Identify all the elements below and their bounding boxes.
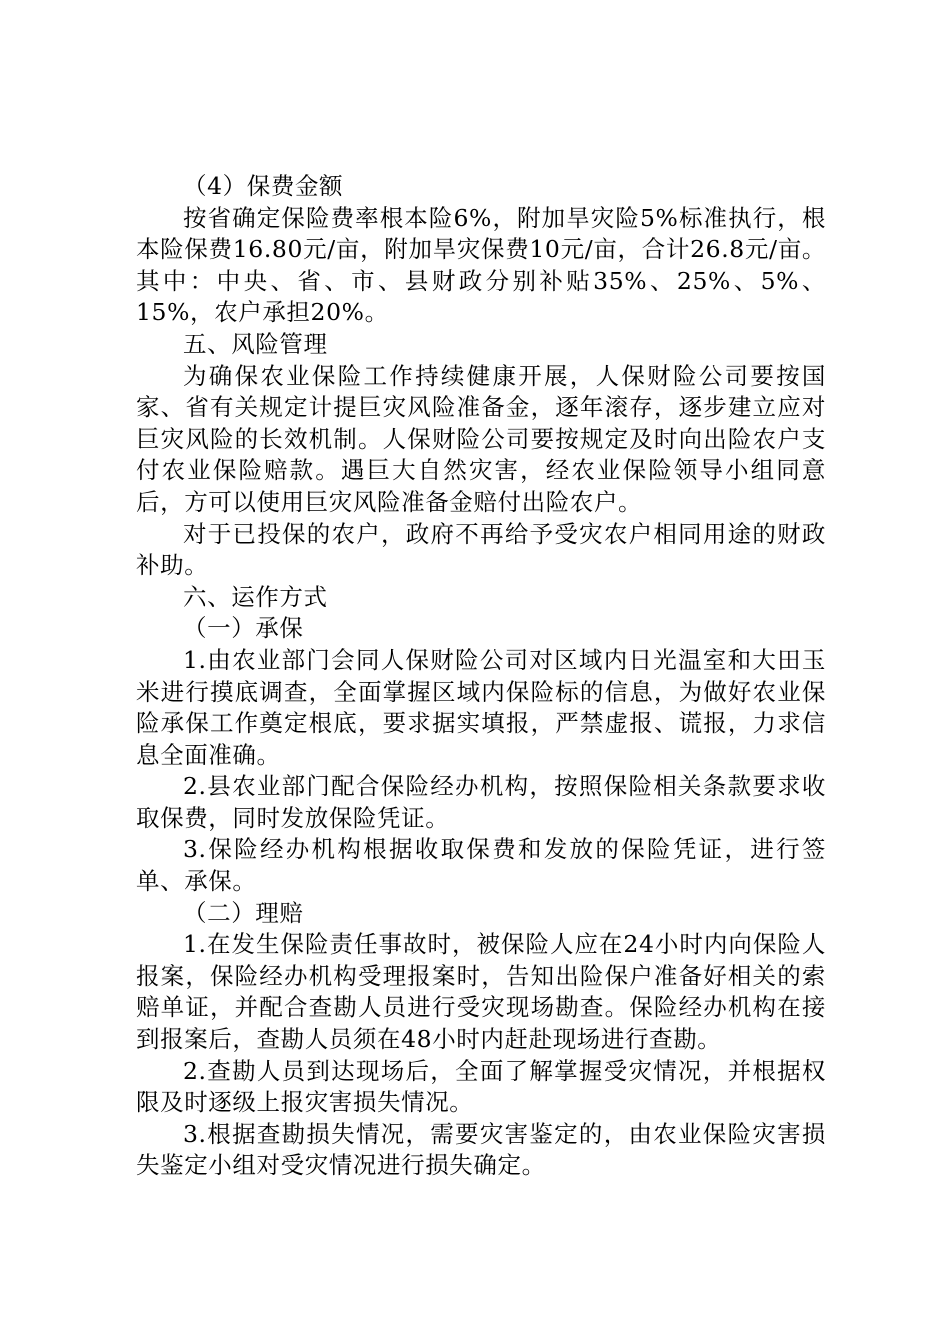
paragraph-underwriting-item-1: 1.由农业部门会同人保财险公司对区域内日光温室和大田玉米进行摸底调查，全面掌握区域内保险标的信息，为做好农业保险承保工作奠定根底，要求据实填报，严禁虚报、谎报，力求信息全面准确。 bbox=[136, 645, 826, 769]
paragraph-underwriting-item-3: 3.保险经办机构根据收取保费和发放的保险凭证，进行签单、承保。 bbox=[136, 835, 826, 896]
document-body bbox=[136, 171, 826, 1182]
section-heading-risk-management: 五、风险管理 bbox=[183, 329, 328, 358]
paragraph-claims-item-1: 1.在发生保险责任事故时，被保险人应在24小时内向保险人报案，保险经办机构受理报案时，告知出险保户准备好相关的索赔单证，并配合查勘人员进行受灾现场勘查。保险经办机构在接到报案后，查勘人员须在48小时内赶赴现场进行查勘。 bbox=[136, 930, 826, 1054]
paragraph-underwriting-item-2: 2.县农业部门配合保险经办机构，按照保险相关条款要求收取保费，同时发放保险凭证。 bbox=[136, 772, 826, 832]
paragraph-premium-rate: 按省确定保险费率根本险6%，附加旱灾险5%标准执行，根本险保费16.80元/亩，附加旱灾保费10元/亩，合计26.8元/亩。其中：中央、省、市、县财政分别补贴35%、25%、5%、15%，农户承担20%。 bbox=[136, 203, 826, 327]
section-heading-premium-amount: （4）保费金额 bbox=[183, 172, 344, 200]
paragraph-claims-item-2: 2.查勘人员到达现场后，全面了解掌握受灾情况，并根据权限及时逐级上报灾害损失情况。 bbox=[136, 1056, 826, 1117]
paragraph-catastrophe-reserve: 为确保农业保险工作持续健康开展，人保财险公司要按国家、省有关规定计提巨灾风险准备金，逐年滚存，逐步建立应对巨灾风险的长效机制。人保财险公司要按规定及时向出险农户支付农业保险赔款。遇巨大自然灾害，经农业保险领导小组同意后，方可以使用巨灾风险准备金赔付出险农户。 bbox=[136, 361, 826, 516]
paragraph-claims-item-3: 3.根据查勘损失情况，需要灾害鉴定的，由农业保险灾害损失鉴定小组对受灾情况进行损失确定。 bbox=[136, 1119, 826, 1180]
paragraph-no-duplicate-subsidy: 对于已投保的农户，政府不再给予受灾农户相同用途的财政补助。 bbox=[136, 519, 826, 580]
section-heading-operation-mode: 六、运作方式 bbox=[183, 582, 328, 611]
subsection-heading-underwriting: （一）承保 bbox=[183, 614, 304, 643]
subsection-heading-claims: （二）理赔 bbox=[183, 898, 304, 927]
